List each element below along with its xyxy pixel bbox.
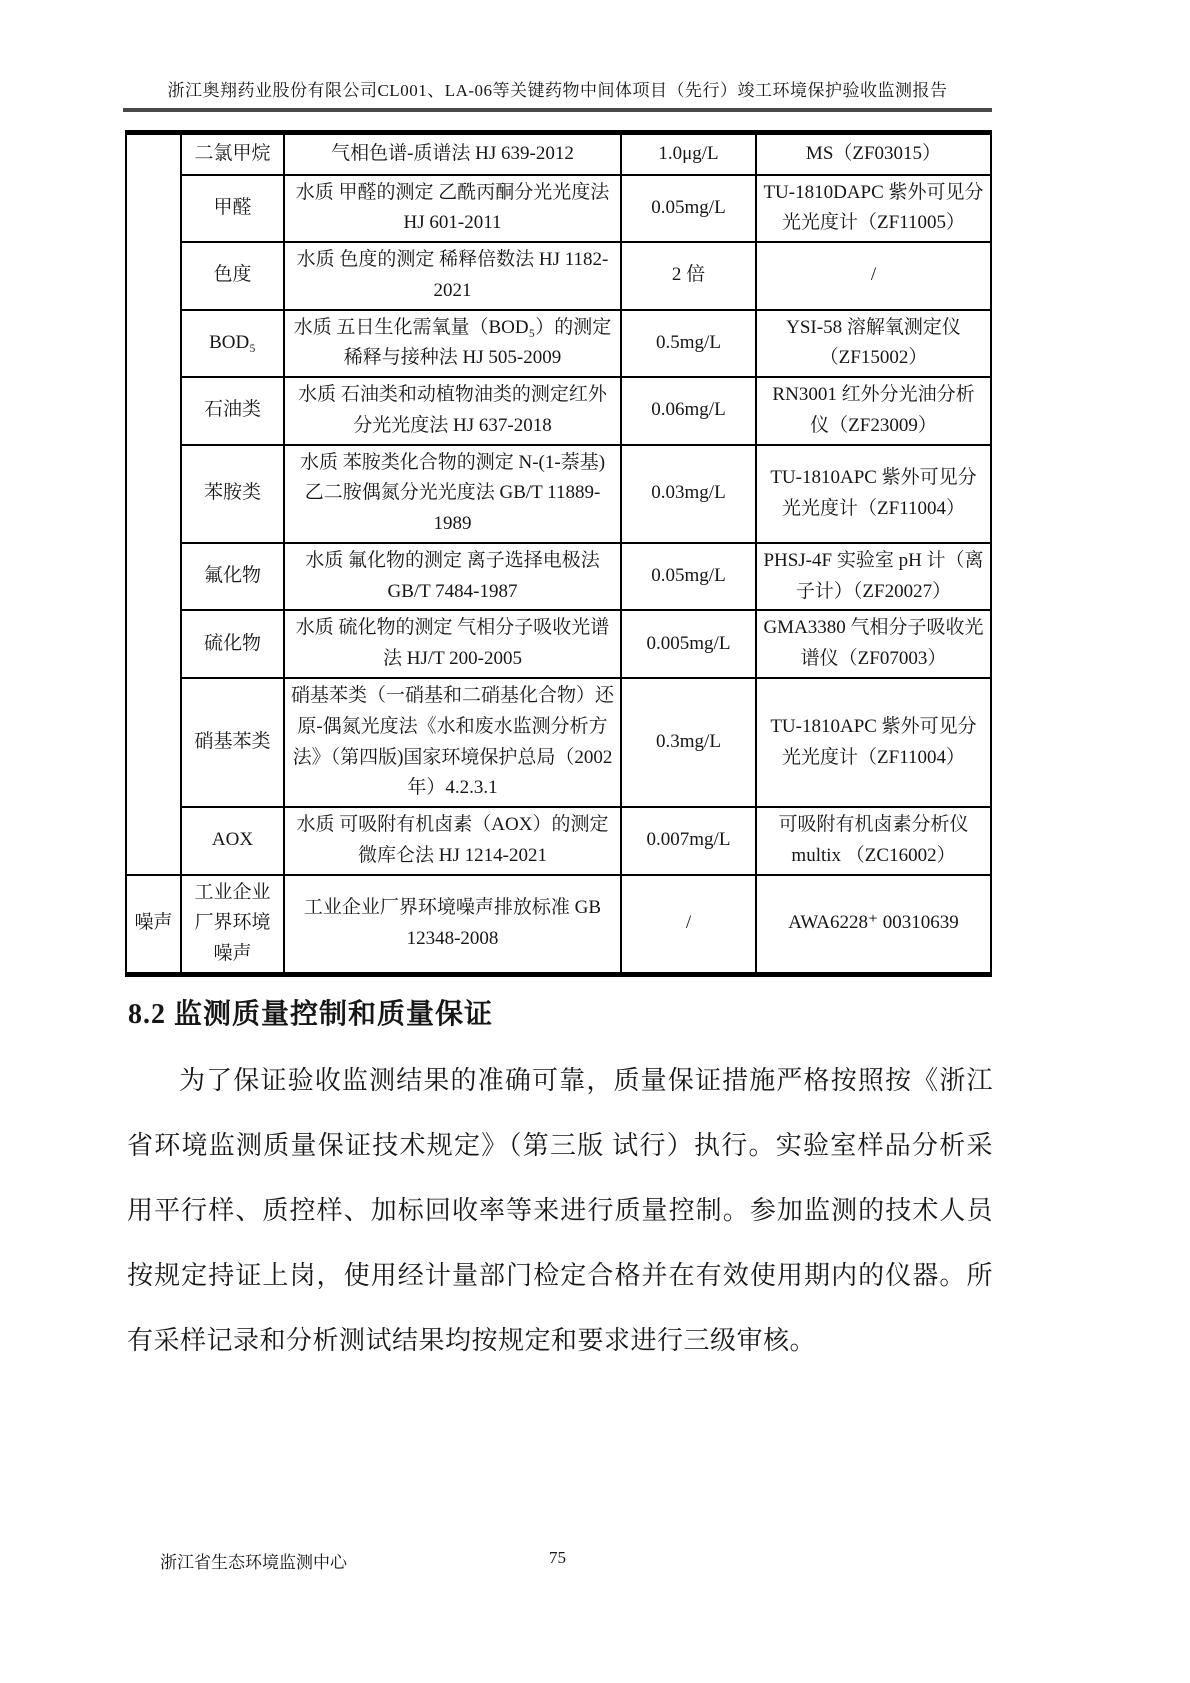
table-row [126,310,991,378]
analyte-cell: 工业企业厂界环境噪声 [181,875,284,975]
method-cell: 水质 色度的测定 稀释倍数法 HJ 1182-2021 [284,242,621,310]
table-row [126,678,991,807]
table-row [126,377,991,445]
table-row [126,175,991,243]
analyte-cell: 石油类 [181,377,284,445]
analyte-cell: 硫化物 [181,610,284,678]
section-paragraph: 为了保证验收监测结果的准确可靠，质量保证措施严格按照按《浙江省环境监测质量保证技术规定》（第三版 试行）执行。实验室样品分析采用平行样、质控样、加标回收率等来进行质量控制。参加监测的技术人员按规定持证上岗，使用经计量部门检定合格并在有效使用期内的仪器。所有采样记录和分析测试结果均按规定和要求进行三级审核。 [127,1066,993,1355]
analyte-cell: 甲醛 [181,175,284,243]
section-heading: 8.2 监测质量控制和质量保证 [128,999,494,1030]
analyte-cell: 硝基苯类 [181,678,284,807]
method-cell: 水质 五日生化需氧量（BOD₅）的测定 稀释与接种法 HJ 505-2009 [284,310,621,378]
method-cell: 水质 石油类和动植物油类的测定红外分光光度法 HJ 637-2018 [284,377,621,445]
limit-cell: 0.007mg/L [621,807,756,875]
instrument-cell: / [756,242,991,310]
instrument-cell: RN3001 红外分光油分析仪（ZF23009） [756,377,991,445]
method-cell: 水质 苯胺类化合物的测定 N-(1-萘基)乙二胺偶氮分光光度法 GB/T 11889-1989 [284,445,621,543]
instrument-cell: TU-1810DAPC 紫外可见分光光度计（ZF11005） [756,175,991,243]
limit-cell: / [621,875,756,975]
analyte-cell: 二氯甲烷 [181,133,284,175]
page-number: 75 [549,1548,566,1567]
limit-cell: 0.005mg/L [621,610,756,678]
instrument-cell: YSI-58 溶解氧测定仪（ZF15002） [756,310,991,378]
limit-cell: 0.03mg/L [621,445,756,543]
instrument-cell: PHSJ-4F 实验室 pH 计（离子计）（ZF20027） [756,543,991,611]
table-row [126,610,991,678]
method-cell: 工业企业厂界环境噪声排放标准 GB 12348-2008 [284,875,621,975]
instrument-cell: TU-1810APC 紫外可见分光光度计（ZF11004） [756,445,991,543]
method-cell: 水质 甲醛的测定 乙酰丙酮分光光度法 HJ 601-2011 [284,175,621,243]
analyte-cell: 色度 [181,242,284,310]
limit-cell: 0.5mg/L [621,310,756,378]
category-cell: 噪声 [126,875,181,975]
limit-cell: 0.06mg/L [621,377,756,445]
analyte-cell: AOX [181,807,284,875]
footer-organization: 浙江省生态环境监测中心 [160,1553,347,1572]
method-cell: 硝基苯类（一硝基和二硝基化合物）还原-偶氮光度法《水和废水监测分析方法》（第四版)国家环境保护总局（2002 年）4.2.3.1 [284,678,621,807]
report-header-title: 浙江奥翔药业股份有限公司CL001、LA-06等关键药物中间体项目（先行）竣工环境保护验收监测报告 [167,81,948,100]
category-cell-blank [126,133,181,875]
table-row [126,445,991,543]
table-row-noise [126,875,991,975]
method-cell: 水质 氟化物的测定 离子选择电极法 GB/T 7484-1987 [284,543,621,611]
instrument-cell: 可吸附有机卤素分析仪 multix （ZC16002） [756,807,991,875]
analyte-cell: 苯胺类 [181,445,284,543]
instrument-cell: AWA6228⁺ 00310639 [756,875,991,975]
table-row [126,807,991,875]
method-cell: 水质 可吸附有机卤素（AOX）的测定 微库仑法 HJ 1214-2021 [284,807,621,875]
table-row [126,543,991,611]
table-row [126,242,991,310]
header-divider [123,108,992,112]
table-row [126,133,991,175]
analyte-cell: 氟化物 [181,543,284,611]
method-cell: 水质 硫化物的测定 气相分子吸收光谱法 HJ/T 200-2005 [284,610,621,678]
instrument-cell: MS（ZF03015） [756,133,991,175]
limit-cell: 1.0μg/L [621,133,756,175]
instrument-cell: TU-1810APC 紫外可见分光光度计（ZF11004） [756,678,991,807]
limit-cell: 0.3mg/L [621,678,756,807]
instrument-cell: GMA3380 气相分子吸收光谱仪（ZF07003） [756,610,991,678]
limit-cell: 0.05mg/L [621,543,756,611]
limit-cell: 0.05mg/L [621,175,756,243]
method-cell: 气相色谱-质谱法 HJ 639-2012 [284,133,621,175]
monitoring-methods-table [125,130,992,977]
analyte-cell: BOD₅ [181,310,284,378]
limit-cell: 2 倍 [621,242,756,310]
